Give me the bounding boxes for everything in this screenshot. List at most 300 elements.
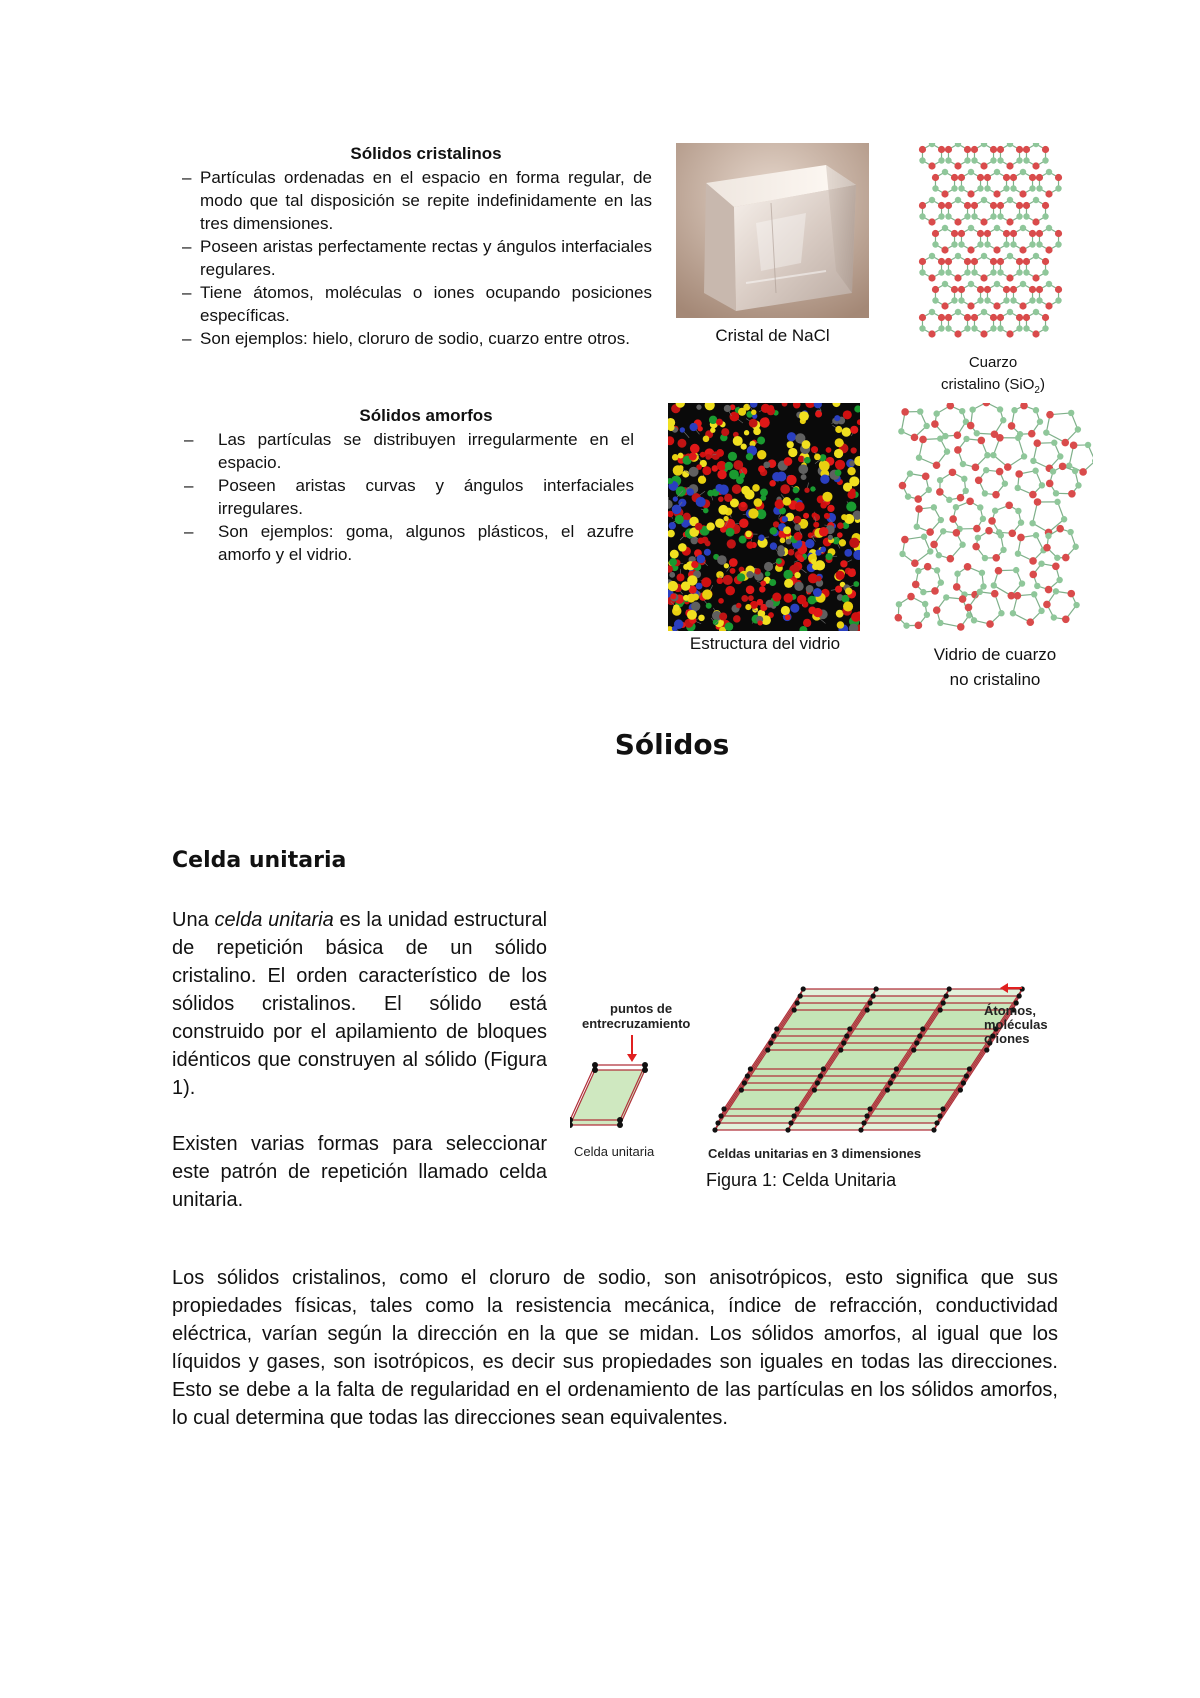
atom-icon xyxy=(905,493,911,499)
molecule-icon xyxy=(776,558,782,564)
molecule-icon xyxy=(784,457,793,466)
molecule-icon xyxy=(730,568,736,574)
atom-icon xyxy=(1010,174,1017,181)
celda-heading: Celda unitaria xyxy=(172,848,347,873)
molecule-icon xyxy=(780,484,790,494)
molecule-icon xyxy=(718,598,724,604)
molecule-icon xyxy=(700,452,706,458)
atom-icon xyxy=(1020,281,1026,287)
atom-icon xyxy=(997,157,1003,163)
lattice-point-icon xyxy=(771,1033,776,1038)
atom-icon xyxy=(963,488,969,494)
atom-icon xyxy=(960,461,966,467)
atom-icon xyxy=(945,157,951,163)
list-item: – Tiene átomos, moléculas o iones ocupando posiciones específicas. xyxy=(200,281,652,327)
atom-icon xyxy=(958,286,965,293)
lattice-point-icon xyxy=(838,1047,843,1052)
molecule-icon xyxy=(678,465,683,470)
atom-icon xyxy=(1023,269,1029,275)
atom-icon xyxy=(931,504,937,510)
lattice-point-icon xyxy=(961,1080,966,1085)
atom-icon xyxy=(998,532,1004,538)
atom-icon xyxy=(1079,468,1087,476)
atom-icon xyxy=(954,274,961,281)
atom-icon xyxy=(969,406,975,412)
atom-icon xyxy=(915,505,923,513)
atom-icon xyxy=(945,146,952,153)
atom-icon xyxy=(967,422,975,430)
molecule-icon xyxy=(672,454,679,461)
molecule-icon xyxy=(724,405,731,412)
cuarzo-lattice xyxy=(918,143,1068,343)
molecule-icon xyxy=(816,576,822,582)
molecule-icon xyxy=(677,439,686,448)
molecule-icon xyxy=(746,541,753,548)
atom-icon xyxy=(955,197,961,203)
molecule-icon xyxy=(803,513,809,519)
atom-icon xyxy=(984,230,991,237)
atom-icon xyxy=(1055,230,1062,237)
atom-icon xyxy=(932,297,938,303)
atom-icon xyxy=(958,185,964,191)
atom-icon xyxy=(1057,453,1063,459)
atom-icon xyxy=(1038,608,1044,614)
molecule-icon xyxy=(729,558,738,567)
atom-icon xyxy=(1032,330,1039,337)
atom-icon xyxy=(938,258,945,265)
atom-icon xyxy=(951,174,958,181)
atom-icon xyxy=(1023,146,1030,153)
atom-icon xyxy=(1008,529,1016,537)
molecule-icon xyxy=(689,423,697,431)
atom-icon xyxy=(1043,429,1049,435)
atom-icon xyxy=(958,241,964,247)
atom-icon xyxy=(1015,508,1021,514)
atom-icon xyxy=(943,594,949,600)
atom-icon xyxy=(983,467,989,473)
lattice-point-icon xyxy=(791,1113,796,1118)
molecule-icon xyxy=(751,410,756,415)
molecule-icon xyxy=(702,589,712,599)
atom-icon xyxy=(1029,230,1036,237)
molecule-icon xyxy=(803,619,811,627)
lattice-point-icon xyxy=(721,1106,726,1111)
atom-icon xyxy=(924,563,932,571)
atom-icon xyxy=(990,269,996,275)
molecule-icon xyxy=(717,555,727,565)
amorfos-title: Sólidos amorfos xyxy=(359,406,493,425)
molecule-icon xyxy=(745,531,752,538)
atom-icon xyxy=(919,157,925,163)
atom-icon xyxy=(1007,197,1013,203)
molecule-icon xyxy=(736,603,742,609)
vidrio-caption: Estructura del vidrio xyxy=(689,634,841,653)
molecule-icon xyxy=(763,461,770,468)
vidrio-molecules xyxy=(668,403,860,631)
atom-icon xyxy=(1020,225,1026,231)
molecule-icon xyxy=(698,476,706,484)
molecule-icon xyxy=(854,405,860,412)
atom-icon xyxy=(1032,274,1039,281)
molecule-icon xyxy=(837,522,844,529)
atom-icon xyxy=(990,258,997,265)
atom-icon xyxy=(1015,551,1021,557)
atom-icon xyxy=(979,570,985,576)
atom-icon xyxy=(928,162,935,169)
molecule-icon xyxy=(841,514,847,520)
molecule-icon xyxy=(669,572,675,578)
atom-icon xyxy=(953,529,961,537)
celda-paragraph-2: Existen varias formas para seleccionar este patrón de repetición llamado celda unitaria. xyxy=(172,1133,547,1211)
atom-icon xyxy=(1010,230,1017,237)
atom-icon xyxy=(1067,529,1073,535)
molecule-icon xyxy=(851,447,857,453)
atom-icon xyxy=(914,495,922,503)
molecule-icon xyxy=(726,528,735,537)
atom-icon xyxy=(981,253,987,259)
atom-icon xyxy=(954,571,960,577)
molecule-icon xyxy=(797,595,806,604)
molecule-icon xyxy=(819,461,829,471)
atom-icon xyxy=(964,314,971,321)
atom-icon xyxy=(894,614,902,622)
molecule-icon xyxy=(746,586,755,595)
atom-icon xyxy=(933,461,941,469)
atom-icon xyxy=(1020,169,1026,175)
atom-icon xyxy=(903,622,909,628)
atom-icon xyxy=(1007,309,1013,315)
nacl-crystal-image xyxy=(676,143,869,318)
atom-icon xyxy=(1042,157,1048,163)
atom-icon xyxy=(1014,592,1022,600)
atom-icon xyxy=(938,202,945,209)
molecule-icon xyxy=(674,619,684,629)
atom-icon xyxy=(990,157,996,163)
molecule-icon xyxy=(787,441,794,448)
atom-icon xyxy=(1033,143,1039,147)
atom-icon xyxy=(955,143,961,147)
lattice-point-icon xyxy=(888,1080,893,1085)
atom-icon xyxy=(899,482,907,490)
lattice-point-icon xyxy=(768,1040,773,1045)
atom-icon xyxy=(1000,417,1006,423)
molecule-icon xyxy=(677,573,685,581)
atom-icon xyxy=(1052,562,1060,570)
atom-icon xyxy=(1054,555,1060,561)
atom-icon xyxy=(1033,532,1039,538)
lattice-point-icon xyxy=(938,1007,943,1012)
atom-icon xyxy=(983,403,991,406)
atom-icon xyxy=(1073,602,1079,608)
atom-icon xyxy=(942,281,948,287)
molecule-icon xyxy=(698,615,705,622)
atom-icon xyxy=(959,595,967,603)
lattice-point-icon xyxy=(812,1087,817,1092)
atom-icon xyxy=(1002,480,1008,486)
atom-icon xyxy=(997,314,1004,321)
atom-icon xyxy=(997,213,1003,219)
atom-icon xyxy=(1042,146,1049,153)
lattice-point-icon xyxy=(795,1000,800,1005)
molecule-icon xyxy=(793,516,801,524)
atom-icon xyxy=(919,269,925,275)
atom-icon xyxy=(1029,286,1036,293)
atom-icon xyxy=(964,213,970,219)
lattice-point-icon xyxy=(885,1087,890,1092)
atom-icon xyxy=(1016,258,1023,265)
atom-icon xyxy=(919,202,926,209)
atom-icon xyxy=(997,258,1004,265)
atom-icon xyxy=(929,197,935,203)
atom-icon xyxy=(911,434,919,442)
atom-icon xyxy=(1006,330,1013,337)
atom-icon xyxy=(1016,325,1022,331)
molecule-icon xyxy=(678,543,687,552)
molecule-icon xyxy=(703,436,710,443)
lattice-point-icon xyxy=(920,1026,925,1031)
atom-icon xyxy=(1005,501,1013,509)
lattice-point-icon xyxy=(815,1080,820,1085)
lattice-point-icon xyxy=(718,1113,723,1118)
molecule-icon xyxy=(783,526,791,534)
atom-icon xyxy=(919,146,926,153)
atom-icon xyxy=(972,543,980,551)
molecule-icon xyxy=(784,593,793,602)
molecule-icon xyxy=(733,615,741,623)
molecule-icon xyxy=(837,532,843,538)
molecule-icon xyxy=(705,540,711,546)
atom-icon xyxy=(1070,442,1078,450)
atom-icon xyxy=(930,541,938,549)
molecule-icon xyxy=(701,577,711,587)
celdas-3d-label: Celdas unitarias en 3 dimensiones xyxy=(708,1146,922,1161)
molecule-icon xyxy=(814,403,822,408)
atom-icon xyxy=(1032,218,1039,225)
atom-icon xyxy=(1053,588,1059,594)
atom-icon xyxy=(1032,162,1039,169)
atom-icon xyxy=(971,202,978,209)
atom-icon xyxy=(980,162,987,169)
atom-icon xyxy=(928,330,935,337)
atom-icon xyxy=(977,589,983,595)
atom-icon xyxy=(919,213,925,219)
molecule-icon xyxy=(753,428,761,436)
atom-icon xyxy=(984,185,990,191)
atom-icon xyxy=(1029,491,1037,499)
lattice-point-icon xyxy=(792,1007,797,1012)
atom-icon xyxy=(936,552,942,558)
lattice-point-icon xyxy=(712,1127,717,1132)
cristalinos-list xyxy=(200,166,652,350)
atom-icon xyxy=(1059,463,1067,471)
lattice-point-icon xyxy=(958,1087,963,1092)
molecule-icon xyxy=(670,593,676,599)
atom-icon xyxy=(974,430,980,436)
atom-icon xyxy=(907,593,915,601)
molecule-icon xyxy=(715,518,725,528)
atom-icon xyxy=(932,286,939,293)
molecule-icon xyxy=(740,473,746,479)
molecule-icon xyxy=(710,427,715,432)
list-item: – Son ejemplos: hielo, cloruro de sodio, cuarzo entre otros. xyxy=(200,327,652,350)
atom-icon xyxy=(926,487,932,493)
list-item: – Poseen aristas curvas y ángulos interfaciales irregulares. xyxy=(218,474,634,520)
molecule-icon xyxy=(757,437,765,445)
molecule-icon xyxy=(788,549,795,556)
molecule-icon xyxy=(843,601,853,611)
atom-icon xyxy=(1033,407,1039,413)
puntos-label-1: puntos de xyxy=(610,1001,673,1016)
molecule-icon xyxy=(681,581,690,590)
molecule-icon xyxy=(703,508,709,514)
atom-icon xyxy=(971,269,977,275)
atom-icon xyxy=(1011,407,1017,413)
molecule-icon xyxy=(689,467,699,477)
molecule-icon xyxy=(754,498,763,507)
cuarzo-caption-line1: Cuarzo xyxy=(968,354,1018,371)
atom-icon xyxy=(919,258,926,265)
molecule-icon xyxy=(728,452,737,461)
atom-icon xyxy=(1016,146,1023,153)
atom-icon xyxy=(992,491,1000,499)
atom-icon xyxy=(1029,241,1035,247)
celda-para1-pre: Una xyxy=(172,909,215,931)
celda-paragraph-1 xyxy=(172,906,547,1102)
lattice-point-icon xyxy=(868,1000,873,1005)
molecule-icon xyxy=(842,427,851,436)
atom-icon xyxy=(951,286,958,293)
atom-icon xyxy=(993,190,1000,197)
molecule-icon xyxy=(696,583,703,590)
atom-icon xyxy=(1010,185,1016,191)
atom-icon xyxy=(1021,453,1027,459)
atom-icon xyxy=(1003,297,1009,303)
atom-icon xyxy=(966,498,974,506)
atom-icon xyxy=(934,567,940,573)
molecule-icon xyxy=(814,454,821,461)
molecule-icon xyxy=(675,515,684,524)
atom-icon xyxy=(977,504,983,510)
atom-icon xyxy=(1026,618,1034,626)
lattice-point-icon xyxy=(818,1073,823,1078)
atom-icon xyxy=(971,314,978,321)
lattice-point-icon xyxy=(798,993,803,998)
atom-icon xyxy=(993,302,1000,309)
lattice-point-icon xyxy=(794,1106,799,1111)
lattice-point-icon xyxy=(871,993,876,998)
vidrio-cuarzo-line2: no cristalino xyxy=(949,670,1041,689)
molecule-icon xyxy=(834,415,840,421)
atom-icon xyxy=(992,507,998,513)
molecule-icon xyxy=(835,571,844,580)
closing-paragraph: Los sólidos cristalinos, como el cloruro de sodio, son anisotrópicos, esto significa que sus propiedades físicas, tales como la resistencia mecánica, índice de refracción, conductividad eléctrica, varían según la dirección en la que se midan. Los sólidos amorfos, al igual que los líquidos y gases, son isotrópicos, es decir sus propiedades son iguales en todas las direcciones. Esto se debe a la falta de regularidad en el ordenamiento de las partículas en los sólidos amorfos, lo cual determina que todas las direcciones sean equivalentes. xyxy=(172,1267,1058,1429)
atom-icon xyxy=(1006,218,1013,225)
atom-icon xyxy=(1033,253,1039,259)
atom-icon xyxy=(985,527,993,535)
lattice-point-icon xyxy=(788,1120,793,1125)
molecule-icon xyxy=(669,558,677,566)
atom-icon xyxy=(1043,601,1051,609)
atom-icon xyxy=(1034,583,1040,589)
atom-icon xyxy=(933,606,941,614)
atom-icon xyxy=(981,143,987,147)
molecule-icon xyxy=(740,502,746,508)
atom-icon xyxy=(1075,426,1081,432)
atom-icon xyxy=(981,309,987,315)
molecule-icon xyxy=(727,539,736,548)
atom-icon xyxy=(1007,253,1013,259)
molecule-icon xyxy=(725,622,734,631)
molecule-icon xyxy=(794,572,800,578)
lattice-point-icon xyxy=(984,1047,989,1052)
atom-icon xyxy=(938,314,945,321)
lattice-point-icon xyxy=(745,1073,750,1078)
lattice-point-icon xyxy=(964,1073,969,1078)
atom-icon xyxy=(1016,314,1023,321)
lattice-point-icon xyxy=(844,1033,849,1038)
molecule-icon xyxy=(839,539,846,546)
cuarzo-caption xyxy=(908,352,1078,402)
molecule-icon xyxy=(757,620,762,625)
molecule-icon xyxy=(765,571,770,576)
atom-icon xyxy=(957,494,965,502)
cuarzo-formula-end: ) xyxy=(1039,376,1045,393)
atom-icon xyxy=(955,309,961,315)
atom-icon xyxy=(954,431,962,439)
atom-icon xyxy=(951,230,958,237)
atom-icon xyxy=(938,579,944,585)
atom-icon xyxy=(919,436,927,444)
atom-icon xyxy=(968,225,974,231)
atom-icon xyxy=(1019,190,1026,197)
atom-icon xyxy=(977,286,984,293)
lattice-point-icon xyxy=(861,1120,866,1125)
atom-icon xyxy=(984,174,991,181)
atom-icon xyxy=(1019,302,1026,309)
atom-icon xyxy=(949,515,957,523)
atom-icon xyxy=(940,528,946,534)
list-item: – Son ejemplos: goma, algunos plásticos, el azufre amorfo y el vidrio. xyxy=(218,520,634,566)
molecule-icon xyxy=(786,475,796,485)
atom-icon xyxy=(1036,286,1043,293)
atom-icon xyxy=(1019,246,1026,253)
atom-icon xyxy=(1016,202,1023,209)
molecule-icon xyxy=(840,560,847,567)
atom-icon xyxy=(1061,516,1067,522)
molecule-icon xyxy=(772,593,781,602)
atom-icon xyxy=(978,437,986,445)
molecule-icon xyxy=(687,610,697,620)
atomos-label-2: moléculas xyxy=(984,1017,1048,1032)
atom-icon xyxy=(1037,419,1043,425)
atom-icon xyxy=(988,517,996,525)
atom-icon xyxy=(990,202,997,209)
atom-icon xyxy=(937,620,943,626)
atom-icon xyxy=(968,281,974,287)
atom-icon xyxy=(1055,174,1062,181)
molecule-icon xyxy=(729,412,739,422)
molecule-icon xyxy=(781,606,790,615)
molecule-icon xyxy=(716,419,723,426)
atom-icon xyxy=(929,253,935,259)
molecule-icon xyxy=(760,580,766,586)
atom-icon xyxy=(920,589,926,595)
atom-icon xyxy=(951,297,957,303)
molecule-icon xyxy=(706,603,712,609)
atom-icon xyxy=(954,162,961,169)
atom-icon xyxy=(1033,309,1039,315)
atom-icon xyxy=(972,464,980,472)
